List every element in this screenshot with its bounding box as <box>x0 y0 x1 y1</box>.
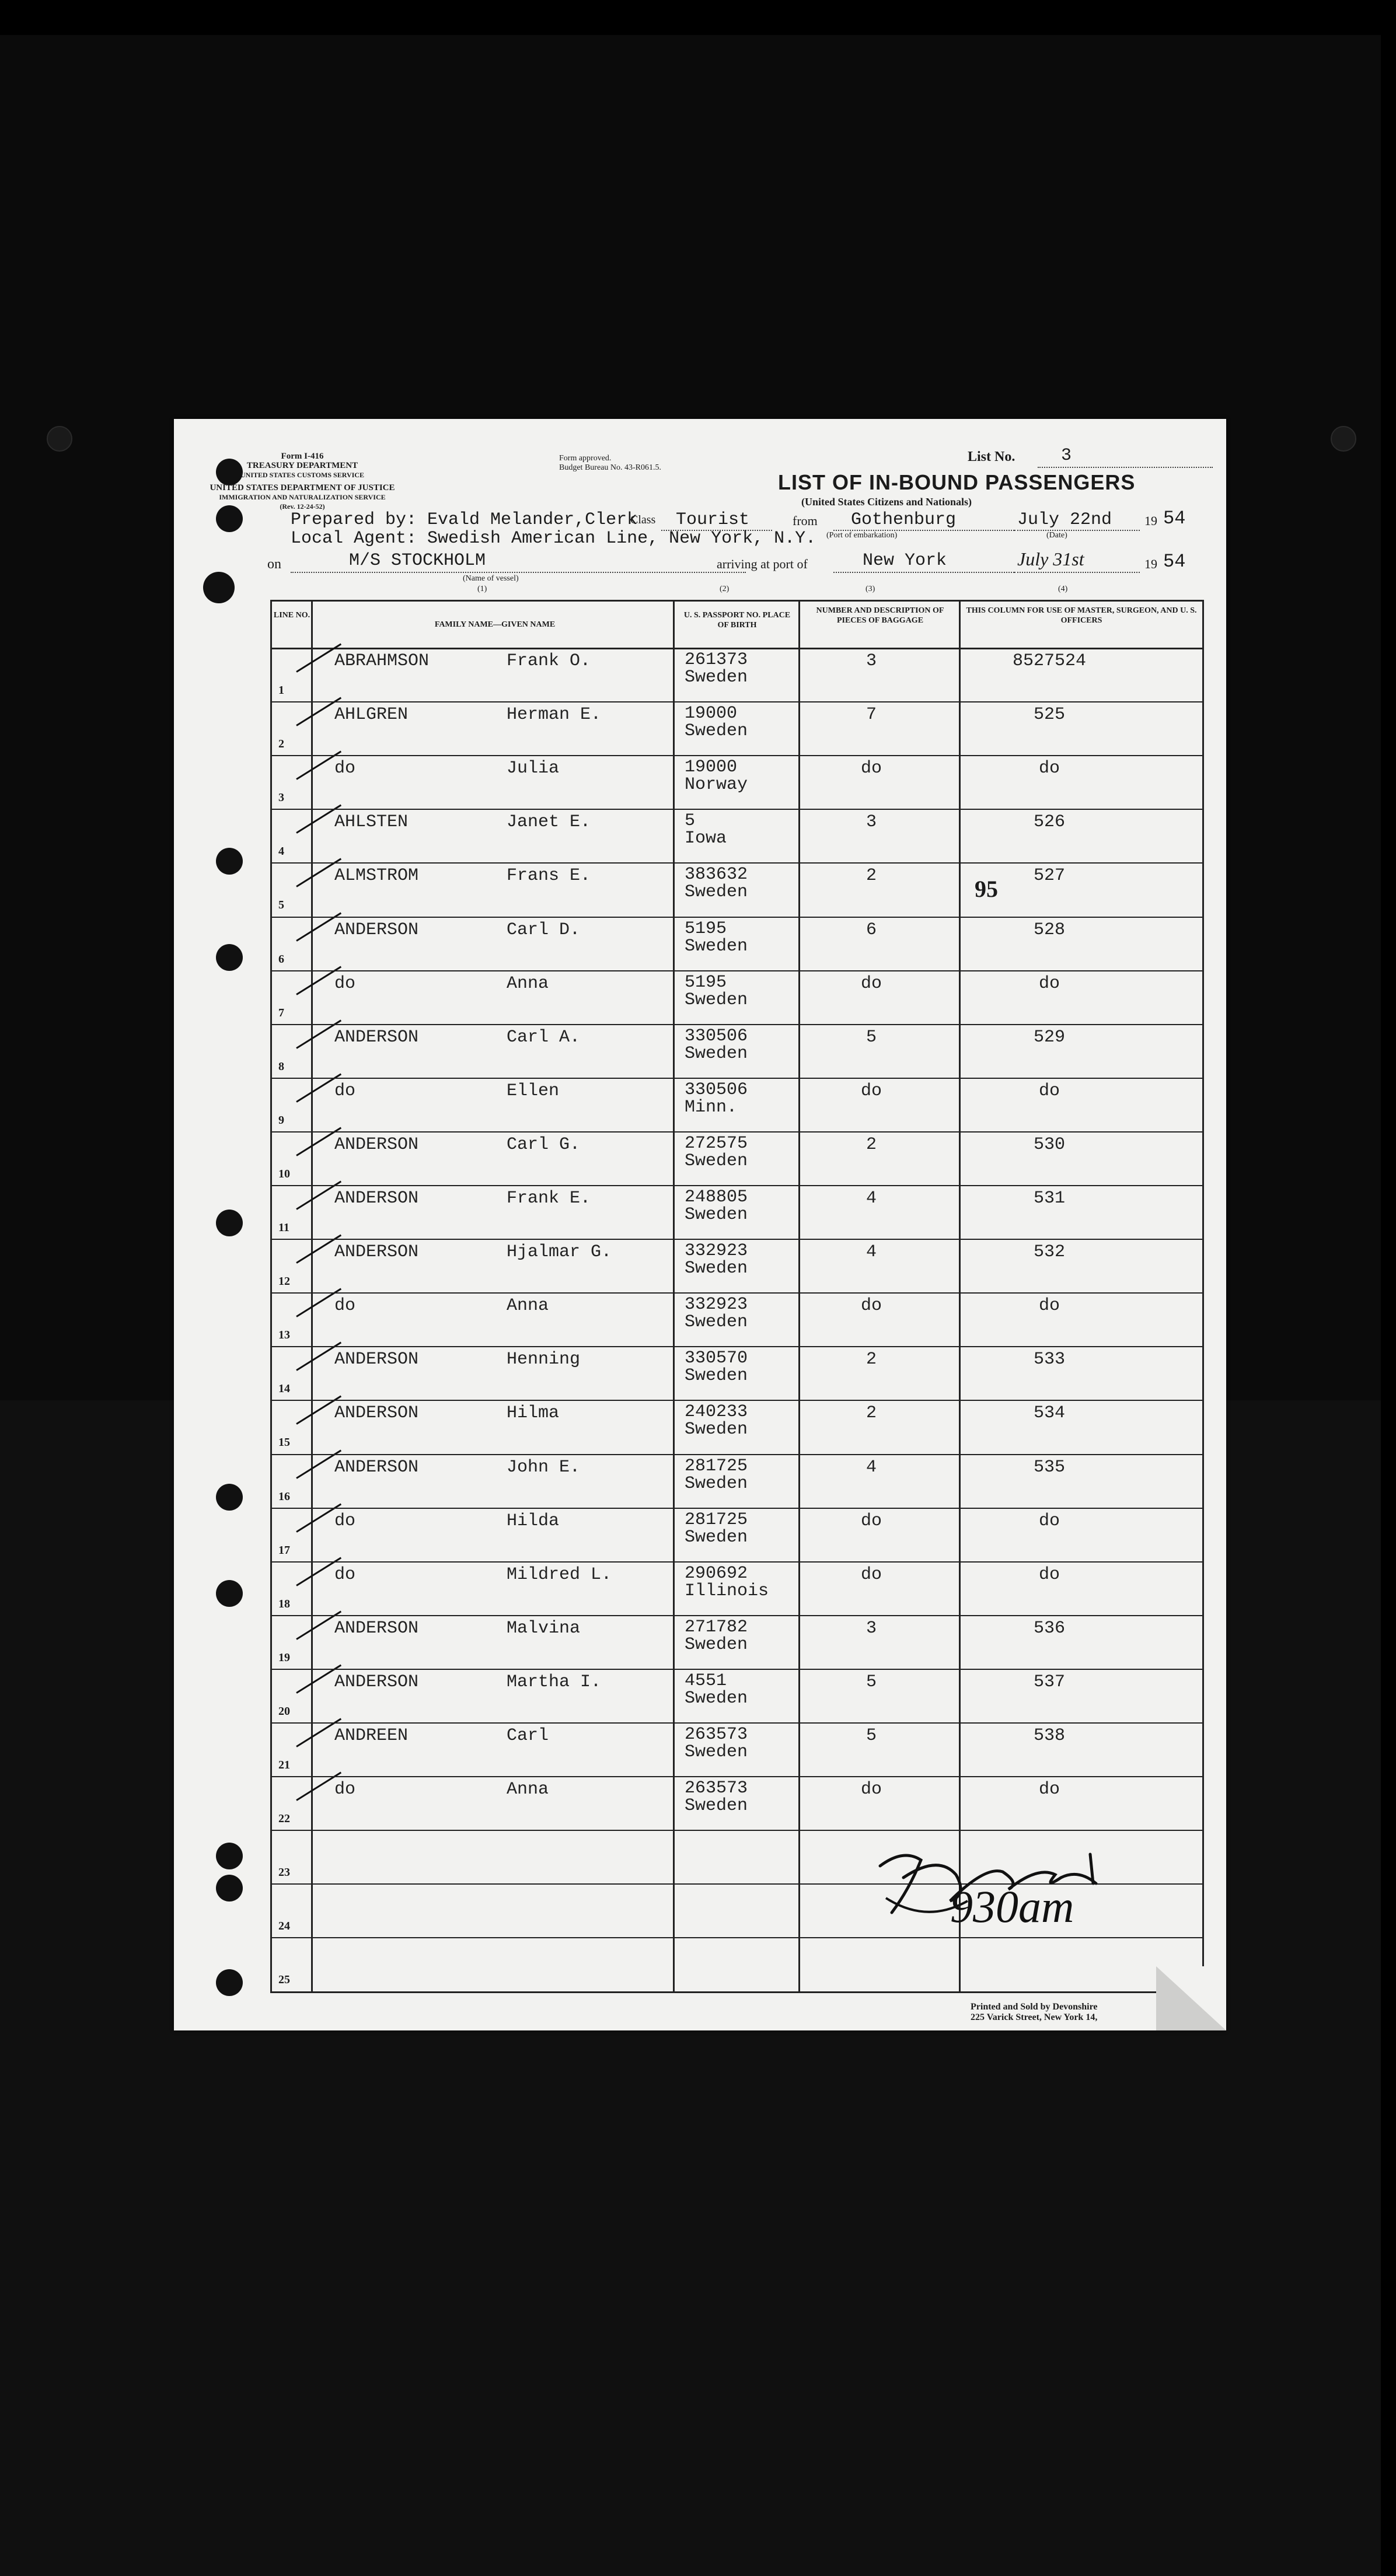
given-name: Carl <box>507 1726 549 1746</box>
port-embark-caption: (Port of embarkation) <box>826 531 898 540</box>
given-name: Carl D. <box>507 920 581 940</box>
passport-number: 248805 <box>685 1187 748 1207</box>
baggage-count: 3 <box>865 812 877 833</box>
baggage-count: do <box>860 1780 882 1800</box>
officer-entry: 8527524 <box>1012 651 1087 671</box>
vessel-caption: (Name of vessel) <box>463 574 519 583</box>
revision: (Rev. 12-24-52) <box>280 502 325 511</box>
place-of-birth: Sweden <box>685 1259 748 1279</box>
baggage-count: 3 <box>865 1618 877 1638</box>
passport-number: 19000 <box>685 704 738 724</box>
passport-cell <box>685 1672 748 1707</box>
given-name: Carl G. <box>507 1134 581 1155</box>
passport-number: 263573 <box>685 1725 748 1745</box>
table-row <box>270 970 1204 1024</box>
place-of-birth: Sweden <box>685 1312 748 1333</box>
line-number: 15 <box>278 1436 290 1449</box>
given-name: Anna <box>507 1296 549 1316</box>
punch-hole <box>216 1843 243 1869</box>
shadow-hole <box>47 426 72 452</box>
line-number: 2 <box>278 738 284 751</box>
family-name: ANDERSON <box>334 1457 419 1477</box>
officer-entry: 534 <box>1033 1403 1065 1424</box>
table-row <box>270 1400 1204 1453</box>
row-divider <box>270 1937 1204 1938</box>
place-of-birth: Sweden <box>685 1688 748 1708</box>
passport-number: 330570 <box>685 1348 748 1369</box>
shadow-hole <box>1331 426 1356 452</box>
passport-number: 263573 <box>685 1778 748 1799</box>
given-name: Martha I. <box>507 1672 602 1692</box>
place-of-birth: Norway <box>685 775 748 795</box>
family-name: AHLGREN <box>334 705 409 725</box>
officer-entry: do <box>1038 1081 1060 1101</box>
date-line <box>1014 530 1140 531</box>
punch-hole <box>216 944 243 971</box>
year-prefix: 19 <box>1144 513 1157 528</box>
line-number: 9 <box>278 1113 284 1127</box>
col-baggage: NUMBER AND DESCRIPTION OF PIECES OF BAGGAGE <box>816 606 944 625</box>
caption-1: (1) <box>477 585 487 593</box>
given-name: Henning <box>507 1350 581 1370</box>
line-number: 8 <box>278 1060 284 1073</box>
row-divider <box>270 1830 1204 1831</box>
family-name: ANDERSON <box>334 1134 419 1155</box>
officer-entry: 529 <box>1033 1027 1065 1047</box>
departure-date: July 22nd <box>1017 510 1112 530</box>
line-number: 1 <box>278 684 284 697</box>
year-suffix: 54 <box>1163 508 1186 529</box>
officer-entry: 530 <box>1033 1134 1065 1155</box>
table-row <box>270 1078 1204 1131</box>
given-name: Herman E. <box>507 705 602 725</box>
baggage-count: do <box>860 973 882 994</box>
passport-cell <box>685 1081 748 1116</box>
passport-number: 5195 <box>685 918 727 939</box>
caption-4: (4) <box>1058 585 1068 593</box>
row-divider <box>270 1722 1204 1724</box>
vessel-line <box>291 572 746 573</box>
punch-hole <box>216 1210 243 1236</box>
family-name: do <box>334 1081 356 1101</box>
list-no-line <box>1038 467 1213 468</box>
row-divider <box>270 1561 1204 1563</box>
passport-number: 332923 <box>685 1295 748 1315</box>
given-name: Frank O. <box>507 651 591 671</box>
punch-hole <box>216 1484 243 1511</box>
ins-service: IMMIGRATION AND NATURALIZATION SERVICE <box>219 493 386 501</box>
table-row <box>270 1776 1204 1830</box>
row-divider <box>270 1292 1204 1294</box>
line-number: 19 <box>278 1651 290 1664</box>
baggage-count: 5 <box>865 1027 877 1047</box>
officer-entry: 527 <box>1033 866 1065 886</box>
row-divider <box>270 1346 1204 1347</box>
punch-hole <box>216 1969 243 1996</box>
baggage-count: 2 <box>865 1134 877 1155</box>
line-number: 10 <box>278 1167 290 1180</box>
table-row <box>270 1024 1204 1078</box>
officer-entry: 533 <box>1033 1350 1065 1370</box>
family-name: do <box>334 1296 356 1316</box>
baggage-count: do <box>860 1564 882 1585</box>
local-agent: Local Agent: Swedish American Line, New York, N.Y. <box>291 529 816 548</box>
baggage-count: 4 <box>865 1457 877 1477</box>
given-name: Mildred L. <box>507 1564 612 1585</box>
line-number: 7 <box>278 1006 284 1019</box>
family-name: do <box>334 1780 356 1800</box>
place-of-birth: Sweden <box>685 1043 748 1064</box>
officer-entry: 525 <box>1033 705 1065 725</box>
list-no-value: 3 <box>1061 446 1072 466</box>
col-passport: U. S. PASSPORT NO. PLACE OF BIRTH <box>683 611 791 630</box>
table-row <box>270 1561 1204 1615</box>
from-label: from <box>793 513 818 528</box>
given-name: Anna <box>507 1780 549 1800</box>
passport-number: 281725 <box>685 1509 748 1530</box>
family-name: ANDERSON <box>334 1350 419 1370</box>
given-name: Hilda <box>507 1511 560 1531</box>
place-of-birth: Sweden <box>685 1634 748 1655</box>
line-number: 13 <box>278 1329 290 1342</box>
form-title: LIST OF IN-BOUND PASSENGERS <box>778 470 1136 494</box>
officer-entry: 536 <box>1033 1618 1065 1638</box>
baggage-count: 7 <box>865 705 877 725</box>
place-of-birth: Sweden <box>685 667 748 687</box>
row-divider <box>270 970 1204 971</box>
line-number: 24 <box>278 1920 290 1933</box>
place-of-birth: Illinois <box>685 1581 769 1601</box>
on-label: on <box>267 557 281 572</box>
arrival-port: New York <box>863 551 947 571</box>
place-of-birth: Sweden <box>685 990 748 1010</box>
officer-entry: 532 <box>1033 1242 1065 1263</box>
passport-number: 330506 <box>685 1026 748 1046</box>
line-number: 5 <box>278 899 284 912</box>
passport-cell <box>685 1189 748 1224</box>
punch-hole <box>216 1580 243 1607</box>
row-divider <box>270 862 1204 864</box>
line-number: 25 <box>278 1973 290 1987</box>
passport-number: 5 <box>685 811 696 831</box>
place-of-birth: Sweden <box>685 721 748 742</box>
officer-entry: do <box>1038 1296 1060 1316</box>
table-row <box>270 1185 1204 1239</box>
given-name: Anna <box>507 973 549 994</box>
place-of-birth: Sweden <box>685 882 748 903</box>
family-name: ANDERSON <box>334 1672 419 1692</box>
col-name: FAMILY NAME—GIVEN NAME <box>434 620 556 629</box>
row-divider <box>270 917 1204 918</box>
arrival-port-line <box>833 572 1014 573</box>
place-of-birth: Sweden <box>685 936 748 956</box>
passport-cell <box>685 812 727 847</box>
passport-number: 5195 <box>685 972 727 992</box>
baggage-count: do <box>860 1511 882 1531</box>
officer-entry: do <box>1038 1511 1060 1531</box>
line-number: 3 <box>278 791 284 805</box>
arrival-date-line <box>1014 572 1140 573</box>
passport-cell <box>685 1350 748 1385</box>
given-name: John E. <box>507 1457 581 1477</box>
family-name: AHLSTEN <box>334 812 409 833</box>
table-row <box>270 862 1204 916</box>
family-name: ANDERSON <box>334 1618 419 1638</box>
line-number: 20 <box>278 1704 290 1718</box>
table-row <box>270 701 1204 755</box>
passport-cell <box>685 705 748 740</box>
place-of-birth: Sweden <box>685 1420 748 1440</box>
baggage-count: do <box>860 759 882 779</box>
row-divider <box>270 1400 1204 1401</box>
table-row <box>270 1346 1204 1400</box>
family-name: ANDERSON <box>334 920 419 940</box>
place-of-birth: Sweden <box>685 1473 748 1494</box>
from-value: Gothenburg <box>851 510 957 530</box>
baggage-count: 2 <box>865 1403 877 1424</box>
line-number: 17 <box>278 1543 290 1557</box>
place-of-birth: Sweden <box>685 1527 748 1547</box>
punch-hole <box>203 572 235 603</box>
treasury-dept: TREASURY DEPARTMENT <box>246 461 358 470</box>
passport-number: 261373 <box>685 650 748 670</box>
family-name: do <box>334 1511 356 1531</box>
list-no-label: List No. <box>968 449 1015 464</box>
vessel-name: M/S STOCKHOLM <box>349 551 486 571</box>
budget-bureau: Budget Bureau No. 43-R061.5. <box>559 463 661 472</box>
line-number: 12 <box>278 1275 290 1288</box>
family-name: ANDERSON <box>334 1242 419 1263</box>
family-name: ALMSTROM <box>334 866 419 886</box>
given-name: Ellen <box>507 1081 560 1101</box>
table-row <box>270 1615 1204 1669</box>
passport-number: 4551 <box>685 1670 727 1691</box>
arrival-date: July 31st <box>1017 548 1084 569</box>
passport-cell <box>685 866 748 901</box>
table-row <box>270 917 1204 970</box>
line-number: 18 <box>278 1597 290 1610</box>
folded-corner <box>1156 1966 1226 2030</box>
passport-cell <box>685 1403 748 1438</box>
caption-3: (3) <box>865 585 875 593</box>
table-row <box>270 648 1204 701</box>
family-name: ABRAHMSON <box>334 651 430 671</box>
row-divider <box>270 1776 1204 1777</box>
officer-entry: 537 <box>1033 1672 1065 1692</box>
line-number: 22 <box>278 1812 290 1826</box>
row-divider <box>270 1454 1204 1455</box>
given-name: Malvina <box>507 1618 581 1638</box>
passport-cell <box>685 1780 748 1815</box>
printer-imprint-2: 225 Varick Street, New York 14, <box>971 2012 1098 2022</box>
printer-imprint-1: Printed and Sold by Devonshire <box>971 2002 1098 2012</box>
given-name: Janet E. <box>507 812 591 833</box>
form-subtitle: (United States Citizens and Nationals) <box>801 496 972 508</box>
baggage-count: 5 <box>865 1672 877 1692</box>
passport-number: 240233 <box>685 1402 748 1422</box>
passport-number: 271782 <box>685 1617 748 1637</box>
given-name: Julia <box>507 759 560 779</box>
passport-cell <box>685 759 748 794</box>
row-divider <box>270 1131 1204 1133</box>
justice-dept: UNITED STATES DEPARTMENT OF JUSTICE <box>210 483 395 492</box>
given-name: Frans E. <box>507 866 591 886</box>
family-name: do <box>334 1564 356 1585</box>
family-name: do <box>334 759 356 779</box>
officer-entry: 535 <box>1033 1457 1065 1477</box>
scan-border-top <box>0 0 1396 35</box>
passport-number: 383632 <box>685 865 748 885</box>
arrival-year-suffix: 54 <box>1163 551 1186 572</box>
baggage-count: do <box>860 1296 882 1316</box>
family-name: ANDREEN <box>334 1726 409 1746</box>
place-of-birth: Sweden <box>685 1742 748 1762</box>
col-line-no: LINE NO. <box>273 611 310 620</box>
place-of-birth: Iowa <box>685 829 727 849</box>
customs-service: UNITED STATES CUSTOMS SERVICE <box>240 471 364 479</box>
passport-number: 272575 <box>685 1133 748 1154</box>
passport-cell <box>685 1565 769 1600</box>
line-number: 16 <box>278 1490 290 1503</box>
officer-entry: 528 <box>1033 920 1065 940</box>
arriving-label: arriving at port of <box>717 557 808 571</box>
row-divider <box>270 1024 1204 1025</box>
date-caption: (Date) <box>1046 531 1067 540</box>
given-name: Carl A. <box>507 1027 581 1047</box>
passport-cell <box>685 1511 748 1546</box>
given-name: Frank E. <box>507 1189 591 1208</box>
table-row <box>270 1669 1204 1722</box>
arrival-year-prefix: 19 <box>1144 557 1157 571</box>
table-row <box>270 755 1204 809</box>
caption-2: (2) <box>720 585 730 593</box>
family-name: ANDERSON <box>334 1189 419 1208</box>
passport-cell <box>685 1242 748 1277</box>
punch-hole <box>216 848 243 875</box>
baggage-count: do <box>860 1081 882 1101</box>
row-divider <box>270 755 1204 756</box>
row-divider <box>270 1185 1204 1186</box>
officer-entry: 538 <box>1033 1726 1065 1746</box>
table-row <box>270 1131 1204 1185</box>
baggage-count: 6 <box>865 920 877 940</box>
baggage-count: 2 <box>865 1350 877 1370</box>
given-name: Hjalmar G. <box>507 1242 612 1263</box>
stamp-95: 95 <box>975 876 998 902</box>
place-of-birth: Minn. <box>685 1097 738 1117</box>
passport-cell <box>685 651 748 686</box>
place-of-birth: Sweden <box>685 1366 748 1386</box>
line-number: 11 <box>278 1221 289 1234</box>
baggage-count: 4 <box>865 1189 877 1208</box>
passport-cell <box>685 1726 748 1761</box>
officer-entry: 531 <box>1033 1189 1065 1208</box>
time-annotation: 930am <box>950 1881 1074 1932</box>
row-divider <box>270 1508 1204 1509</box>
row-divider <box>270 1669 1204 1670</box>
line-number: 14 <box>278 1382 290 1396</box>
class-label: Class <box>630 513 656 526</box>
officer-entry: do <box>1038 759 1060 779</box>
baggage-count: 5 <box>865 1726 877 1746</box>
table-row <box>270 1454 1204 1508</box>
table-row <box>270 1239 1204 1292</box>
line-number: 23 <box>278 1866 290 1879</box>
table-row <box>270 1508 1204 1561</box>
place-of-birth: Sweden <box>685 1151 748 1171</box>
family-name: ANDERSON <box>334 1027 419 1047</box>
class-value: Tourist <box>676 510 750 530</box>
baggage-count: 4 <box>865 1242 877 1263</box>
table-row <box>270 1292 1204 1346</box>
col-officers: THIS COLUMN FOR USE OF MASTER, SURGEON, AND U. S. OFFICERS <box>966 606 1197 625</box>
baggage-count: 3 <box>865 651 877 671</box>
table-top-border <box>270 600 1204 602</box>
row-divider <box>270 1078 1204 1079</box>
scan-border-right <box>1381 0 1396 2576</box>
form-number: Form I-416 <box>281 452 324 461</box>
row-divider <box>270 1239 1204 1240</box>
passenger-list-form <box>174 419 1226 2030</box>
officer-entry: 526 <box>1033 812 1065 833</box>
officer-entry: do <box>1038 1564 1060 1585</box>
table-row <box>270 1937 1204 1991</box>
officer-entry: do <box>1038 1780 1060 1800</box>
passport-cell <box>685 1296 748 1331</box>
officer-entry: do <box>1038 973 1060 994</box>
row-divider <box>270 1991 1204 1993</box>
family-name: do <box>334 973 356 994</box>
place-of-birth: Sweden <box>685 1796 748 1816</box>
passport-number: 290692 <box>685 1563 748 1584</box>
passport-cell <box>685 920 748 955</box>
passport-cell <box>685 1135 748 1170</box>
passport-cell <box>685 1457 748 1493</box>
prepared-by: Prepared by: Evald Melander,Clerk <box>291 510 638 530</box>
passport-number: 19000 <box>685 757 738 778</box>
passenger-table <box>270 600 1204 1991</box>
row-divider <box>270 701 1204 702</box>
table-row <box>270 1722 1204 1776</box>
row-divider <box>270 1615 1204 1616</box>
passport-number: 281725 <box>685 1456 748 1476</box>
baggage-count: 2 <box>865 866 877 886</box>
family-name: ANDERSON <box>334 1403 419 1424</box>
line-number: 21 <box>278 1759 290 1771</box>
form-approved: Form approved. <box>559 454 612 463</box>
row-divider <box>270 809 1204 810</box>
passport-number: 330506 <box>685 1079 748 1100</box>
punch-hole <box>216 1875 243 1902</box>
passport-number: 332923 <box>685 1241 748 1261</box>
line-number: 6 <box>278 952 284 966</box>
line-number: 4 <box>278 845 284 858</box>
passport-cell <box>685 1027 748 1062</box>
table-row <box>270 809 1204 862</box>
given-name: Hilma <box>507 1403 560 1424</box>
place-of-birth: Sweden <box>685 1205 748 1225</box>
passport-cell <box>685 1619 748 1654</box>
passport-cell <box>685 974 748 1009</box>
